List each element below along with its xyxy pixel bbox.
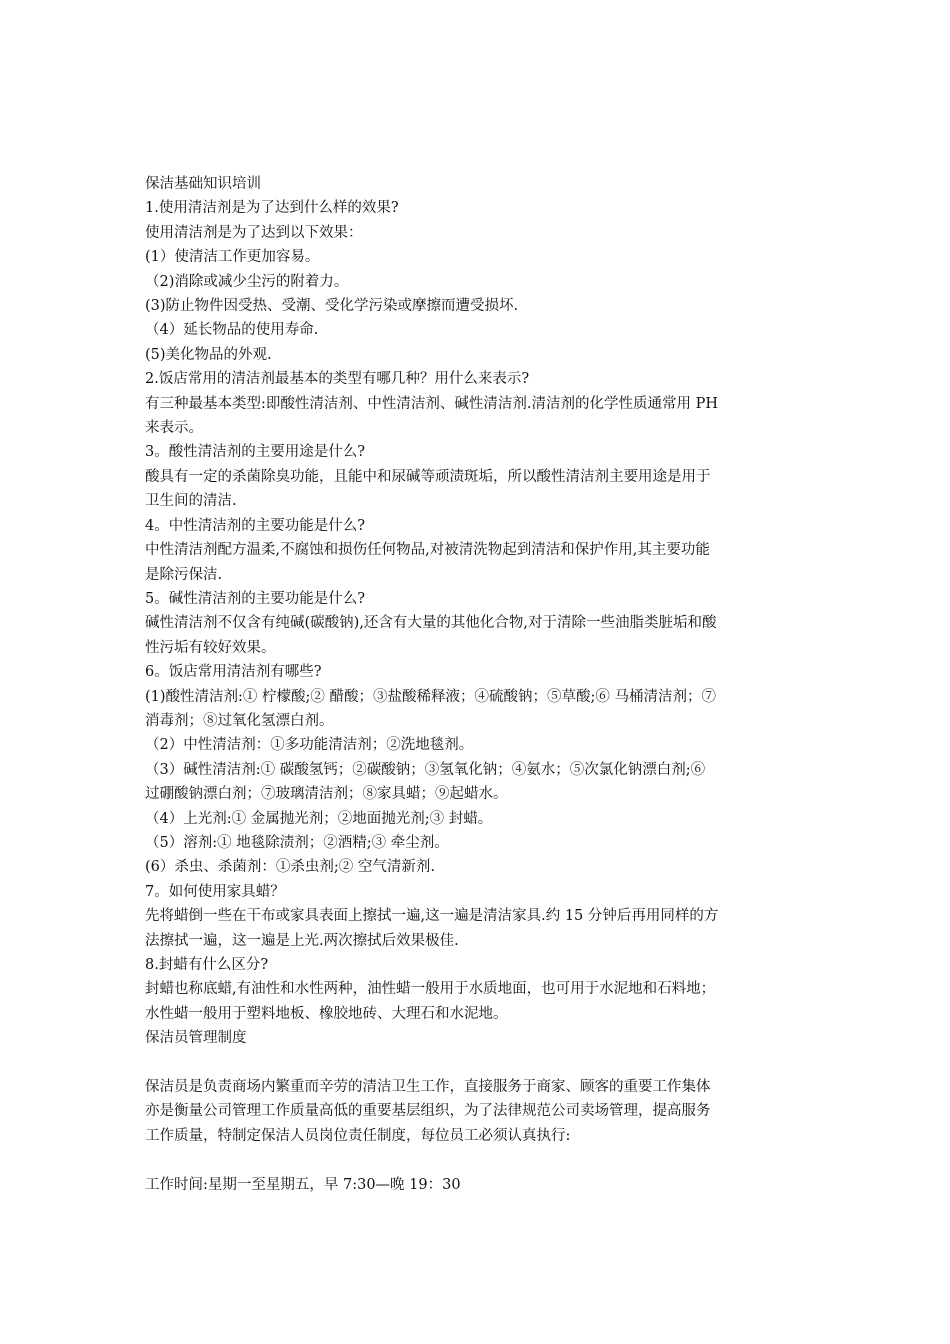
paragraph-line-2: 亦是衡量公司管理工作质量高低的重要基层组织，为了法律规范公司卖场管理，提高服务 bbox=[145, 1103, 711, 1120]
answer-7-line-2: 法擦拭一遍，这一遍是上光.两次擦拭后效果极佳. bbox=[145, 932, 459, 949]
answer-6-insecticide: (6）杀虫、杀菌剂：①杀虫剂;② 空气清新剂. bbox=[145, 859, 435, 876]
work-time: 工作时间:星期一至星期五，早 7:30—晚 19：30 bbox=[145, 1176, 461, 1193]
answer-7-line-1: 先将蜡倒一些在干布或家具表面上擦拭一遍,这一遍是清洁家具.约 15 分钟后再用同样的方 bbox=[145, 908, 719, 925]
answer-5-line-2: 性污垢有较好效果。 bbox=[145, 639, 276, 656]
answer-6-acid-line-1: (1)酸性清洁剂:① 柠檬酸;② 醋酸；③盐酸稀释液；④硫酸钠；⑤草酸;⑥ 马桶清洁剂；⑦ bbox=[145, 688, 717, 705]
question-6: 6。饭店常用清洁剂有哪些? bbox=[145, 664, 322, 681]
answer-8-line-2: 水性蜡一般用于塑料地板、橡胶地砖、大理石和水泥地。 bbox=[145, 1005, 508, 1022]
answer-5-line-1: 碱性清洁剂不仅含有纯碱(碳酸钠),还含有大量的其他化合物,对于清除一些油脂类脏垢和酸 bbox=[145, 615, 717, 632]
answer-1-item-2: （2)消除或减少尘污的附着力。 bbox=[145, 273, 349, 290]
answer-1-item-5: (5)美化物品的外观. bbox=[145, 346, 272, 363]
answer-3-line-1: 酸具有一定的杀菌除臭功能，且能中和尿碱等顽渍斑垢，所以酸性清洁剂主要用途是用于 bbox=[145, 468, 711, 485]
answer-4-line-2: 是除污保洁. bbox=[145, 566, 223, 583]
answer-3-line-2: 卫生间的清洁. bbox=[145, 493, 237, 510]
answer-2-line-2: 来表示。 bbox=[145, 420, 203, 437]
document-title: 保洁基础知识培训 bbox=[145, 176, 261, 192]
question-8: 8.封蜡有什么区分? bbox=[145, 957, 269, 973]
answer-6-alkaline-line-1: （3）碱性清洁剂:① 碳酸氢钙；②碳酸钠；③氢氧化钠；④氨水；⑤次氯化钠漂白剂;⑥ bbox=[145, 761, 706, 778]
answer-8-line-1: 封蜡也称底蜡,有油性和水性两种，油性蜡一般用于水质地面，也可用于水泥地和石料地； bbox=[145, 981, 716, 998]
answer-1-item-1: (1）使清洁工作更加容易。 bbox=[145, 249, 320, 266]
question-3: 3。酸性清洁剂的主要用途是什么? bbox=[145, 444, 365, 461]
answer-2-line-1: 有三种最基本类型:即酸性清洁剂、中性清洁剂、碱性清洁剂.清洁剂的化学性质通常用 PH bbox=[145, 395, 719, 412]
answer-6-alkaline-line-2: 过硼酸钠漂白剂；⑦玻璃清洁剂；⑧家具蜡；⑨起蜡水。 bbox=[145, 786, 508, 803]
answer-6-neutral: （2）中性清洁剂：①多功能清洁剂；②洗地毯剂。 bbox=[145, 737, 474, 754]
blank-line bbox=[145, 1051, 810, 1075]
answer-1-item-4: （4）延长物品的使用寿命. bbox=[145, 322, 319, 339]
paragraph-line-3: 工作质量，特制定保洁人员岗位责任制度，每位员工必须认真执行: bbox=[145, 1127, 571, 1144]
answer-6-polish: （4）上光剂:① 金属抛光剂；②地面抛光剂;③ 封蜡。 bbox=[145, 810, 493, 827]
question-5: 5。碱性清洁剂的主要功能是什么? bbox=[145, 590, 365, 607]
answer-4-line-1: 中性清洁剂配方温柔,不腐蚀和损伤任何物品,对被清洗物起到清洁和保护作用,其主要功能 bbox=[145, 542, 710, 559]
answer-1-item-3: (3)防止物件因受热、受潮、受化学污染或摩擦而遭受损坏. bbox=[145, 298, 519, 315]
blank-line bbox=[145, 1148, 810, 1172]
section-heading: 保洁员管理制度 bbox=[145, 1030, 247, 1047]
question-4: 4。中性清洁剂的主要功能是什么? bbox=[145, 517, 365, 534]
answer-1-intro: 使用清洁剂是为了达到以下效果： bbox=[145, 224, 363, 241]
paragraph-line-1: 保洁员是负责商场内繁重而辛劳的清洁卫生工作，直接服务于商家、顾客的重要工作集体 bbox=[145, 1079, 711, 1096]
question-2: 2.饭店常用的清洁剂最基本的类型有哪几种？用什么来表示? bbox=[145, 371, 530, 388]
question-7: 7。如何使用家具蜡？ bbox=[145, 883, 285, 900]
answer-6-solvent: （5）溶剂:① 地毯除渍剂；②酒精;③ 牵尘剂。 bbox=[145, 834, 449, 851]
document-page bbox=[145, 172, 810, 1197]
question-1: 1.使用清洁剂是为了达到什么样的效果? bbox=[145, 200, 399, 217]
answer-6-acid-line-2: 消毒剂；⑧过氧化氢漂白剂。 bbox=[145, 712, 334, 729]
